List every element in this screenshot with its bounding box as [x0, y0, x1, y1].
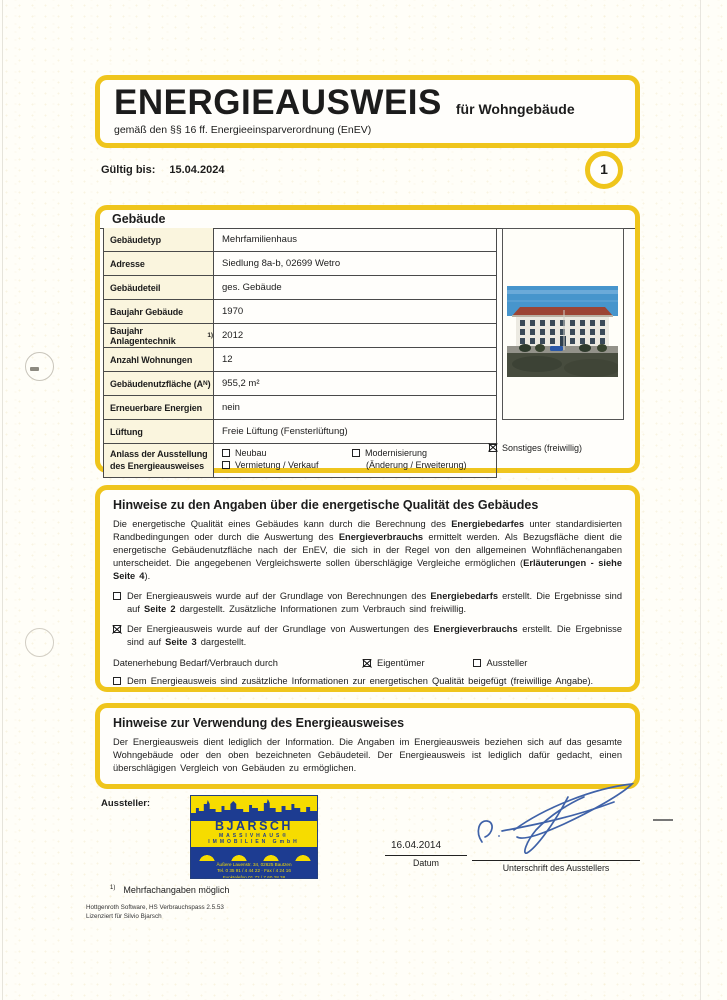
option-label: Modernisierung [365, 448, 428, 458]
checkbox-modernisierung[interactable] [352, 449, 360, 457]
table-row-anzahl-wohnungen [104, 348, 496, 372]
option-modernisierung-line2 [352, 459, 467, 471]
header-title-row [114, 85, 621, 122]
row-label-end: ) [207, 378, 211, 389]
row-label-text: Gebäudenutzfläche (A [110, 378, 204, 389]
hole-punch-mark-bottom [25, 628, 54, 657]
quality-hints-title: Hinweise zu den Angaben über die energetische Qualität des Gebäudes [113, 498, 539, 512]
option-neubau [222, 447, 352, 459]
checkbox-bedarf[interactable] [113, 592, 121, 600]
checkbox-item-zusatzinfo [113, 675, 622, 688]
quality-hints-section [95, 485, 640, 692]
anlass-label-line2: des Energieausweises [110, 460, 205, 471]
logo-subline-1: MASSIVHAUS® [218, 832, 290, 839]
option-label: Sonstiges (freiwillig) [502, 443, 583, 453]
validity-label: Gültig bis: [101, 164, 156, 176]
building-section-title: Gebäude [100, 210, 635, 229]
scan-smudge [30, 367, 39, 371]
scan-dash-artifact [653, 819, 673, 821]
building-photo-frame [502, 228, 624, 420]
option-vermietung [222, 459, 352, 471]
date-signature-block [385, 840, 467, 868]
anlass-option-col2 [352, 447, 467, 471]
option-label: Aussteller [486, 658, 528, 669]
checkbox-verbrauch[interactable] [113, 625, 121, 633]
quality-intro-paragraph: Die energetische Qualität eines Gebäudes kann durch die Berechnung des Energiebedarfes unter standardisierten Randbedingungen oder durch die Auswertung des Energieverbrauchs ermittelt werden. Als Bezugsfläche dient die energetische Gebäudenutzfläche nach der EnEV, die sich in der Regel von den allgemeinen Wohnflächenangaben unterscheidet. Die angegebenen Vergleichswerte sollen überschlägige Vergleiche ermöglichen (Erläuterungen - siehe Seite 4). [113, 519, 622, 582]
footnote-text: Mehrfachangaben möglich [123, 885, 230, 895]
checkbox-vermietung[interactable] [222, 461, 230, 469]
validity-date: 15.04.2024 [169, 164, 225, 176]
table-row-adresse [104, 252, 496, 276]
signature-rule [472, 860, 640, 861]
logo-subline-2: IMMOBILIEN GmbH [208, 839, 300, 846]
row-label: Baujahr Gebäude [104, 300, 214, 323]
logo-skyline [191, 796, 317, 821]
document-subtitle-right: für Wohngebäude [455, 101, 575, 117]
row-value: 955,2 m² [222, 378, 260, 389]
option-eigentuemer [363, 658, 425, 668]
checkbox-eigentuemer[interactable] [363, 659, 371, 667]
footnote-marker: 1) [207, 332, 213, 339]
scan-edge-right [700, 0, 701, 1000]
row-label [104, 444, 214, 477]
row-value: nein [222, 402, 240, 413]
software-line1: Hottgenroth Software, HS Verbrauchspass 2.5.53 [86, 904, 224, 911]
usage-hints-section [95, 703, 640, 789]
checkbox-neubau[interactable] [222, 449, 230, 457]
signature-block [472, 780, 640, 873]
checkbox-item-bedarf [113, 590, 622, 616]
date-rule [385, 855, 467, 856]
checkbox-item-text: Dem Energieausweis sind zusätzliche Informationen zur energetischen Qualität beigefügt (freiwillige Angabe). [127, 676, 594, 687]
validity-row [101, 164, 224, 176]
row-value: Freie Lüftung (Fensterlüftung) [222, 426, 348, 437]
option-label: Neubau [235, 448, 267, 458]
building-photo [507, 286, 618, 377]
checkbox-item-text: Der Energieausweis wurde auf der Grundlage von Auswertungen des Energieverbrauchs erstellt. Die Ergebnisse sind auf Seite 3 dargestellt. [127, 624, 622, 648]
row-value: 2012 [222, 330, 244, 341]
issuer-logo [190, 795, 318, 879]
date-label: Datum [413, 858, 439, 868]
table-row-gebaeudetyp [104, 228, 496, 252]
checkbox-zusatzinfo[interactable] [113, 677, 121, 685]
row-value: ges. Gebäude [222, 282, 282, 293]
issuer-label: Aussteller: [101, 798, 151, 809]
anlass-option-col1 [222, 447, 352, 471]
row-label: Anzahl Wohnungen [104, 348, 214, 371]
row-label: Gebäudeteil [104, 276, 214, 299]
software-line2: Lizenziert für Silvio Bjarsch [86, 913, 162, 921]
option-label: Vermietung / Verkauf [235, 460, 319, 471]
row-label: Gebäudetyp [104, 228, 214, 251]
row-label [104, 372, 214, 395]
option-modernisierung [352, 447, 467, 459]
table-row-lueftung [104, 420, 496, 444]
logo-mobile-line: Funktelefon 01 72 / 7 60 28 38 [222, 874, 286, 879]
subscript-n: N [203, 380, 208, 387]
row-value: Mehrfamilienhaus [222, 234, 297, 245]
logo-address-line: Äußere Lauenstr. 34, 02625 Bautzen [216, 862, 292, 867]
page-number-badge: 1 [585, 151, 623, 189]
anlass-options [214, 444, 496, 477]
checkbox-sonstiges[interactable] [489, 444, 497, 452]
option-label2: (Änderung / Erweiterung) [366, 460, 467, 471]
row-value: 1970 [222, 306, 244, 317]
table-row-anlass [104, 444, 496, 477]
row-label: Erneuerbare Energien [104, 396, 214, 419]
table-row-nutzflaeche [104, 372, 496, 396]
checkbox-aussteller[interactable] [473, 659, 481, 667]
row-label: Lüftung [104, 420, 214, 443]
issue-date: 16.04.2014 [391, 840, 442, 851]
footnote-sup: 1) [110, 885, 116, 891]
option-aussteller [473, 658, 528, 668]
row-label [104, 324, 214, 347]
row-value: 12 [222, 354, 233, 365]
checkbox-item-text: Der Energieausweis wurde auf der Grundlage von Berechnungen des Energiebedarfs erstellt. Die Ergebnisse sind auf Seite 2 dargestellt. Zusätzliche Informationen zum Verbrauch sind freiwillig. [127, 591, 622, 615]
row-value: Siedlung 8a-b, 02699 Wetro [222, 258, 341, 269]
header-box [95, 75, 640, 148]
scan-edge-left [2, 0, 3, 1000]
row-label: Adresse [104, 252, 214, 275]
data-collection-label: Datenerhebung Bedarf/Verbrauch durch [113, 658, 278, 669]
logo-company-name: BJARSCH [215, 819, 293, 833]
option-label: Eigentümer [377, 658, 425, 669]
building-table [103, 228, 497, 478]
anlass-label-line1: Anlass der Ausstellung [110, 449, 208, 460]
signature-label: Unterschrift des Ausstellers [502, 863, 610, 873]
data-collection-row [113, 658, 622, 668]
logo-phone-line: Tel. 0 35 91 / 4 44 22 · Fax / 4 24 16 [217, 868, 291, 874]
table-row-gebaeudeteil [104, 276, 496, 300]
document-title: ENERGIEAUSWEIS [114, 83, 442, 122]
usage-paragraph: Der Energieausweis dient lediglich der Information. Die Angaben im Energieausweis beziehen sich auf das gesamte Wohngebäude oder den oben bezeichneten Gebäudeteil. Der Energieausweis ist lediglich dafür gedacht, einen überschlägigen Vergleich von Gebäuden zu ermöglichen. [113, 737, 622, 774]
legal-reference: gemäß den §§ 16 ff. Energieeinsparverordnung (EnEV) [114, 123, 372, 136]
table-row-baujahr-anlagentechnik [104, 324, 496, 348]
usage-hints-title: Hinweise zur Verwendung des Energieausweises [113, 716, 405, 730]
row-label-text: Baujahr Anlagentechnik [110, 325, 176, 346]
table-row-baujahr-gebaeude [104, 300, 496, 324]
software-credit [86, 903, 224, 921]
table-row-erneuerbare [104, 396, 496, 420]
checkbox-item-verbrauch [113, 623, 622, 649]
option-sonstiges [489, 443, 582, 453]
footnote [110, 885, 229, 895]
building-section [95, 205, 640, 473]
logo-bridge-graphic [191, 847, 317, 861]
logo-address-block [191, 861, 317, 879]
signature-ink [472, 780, 640, 856]
